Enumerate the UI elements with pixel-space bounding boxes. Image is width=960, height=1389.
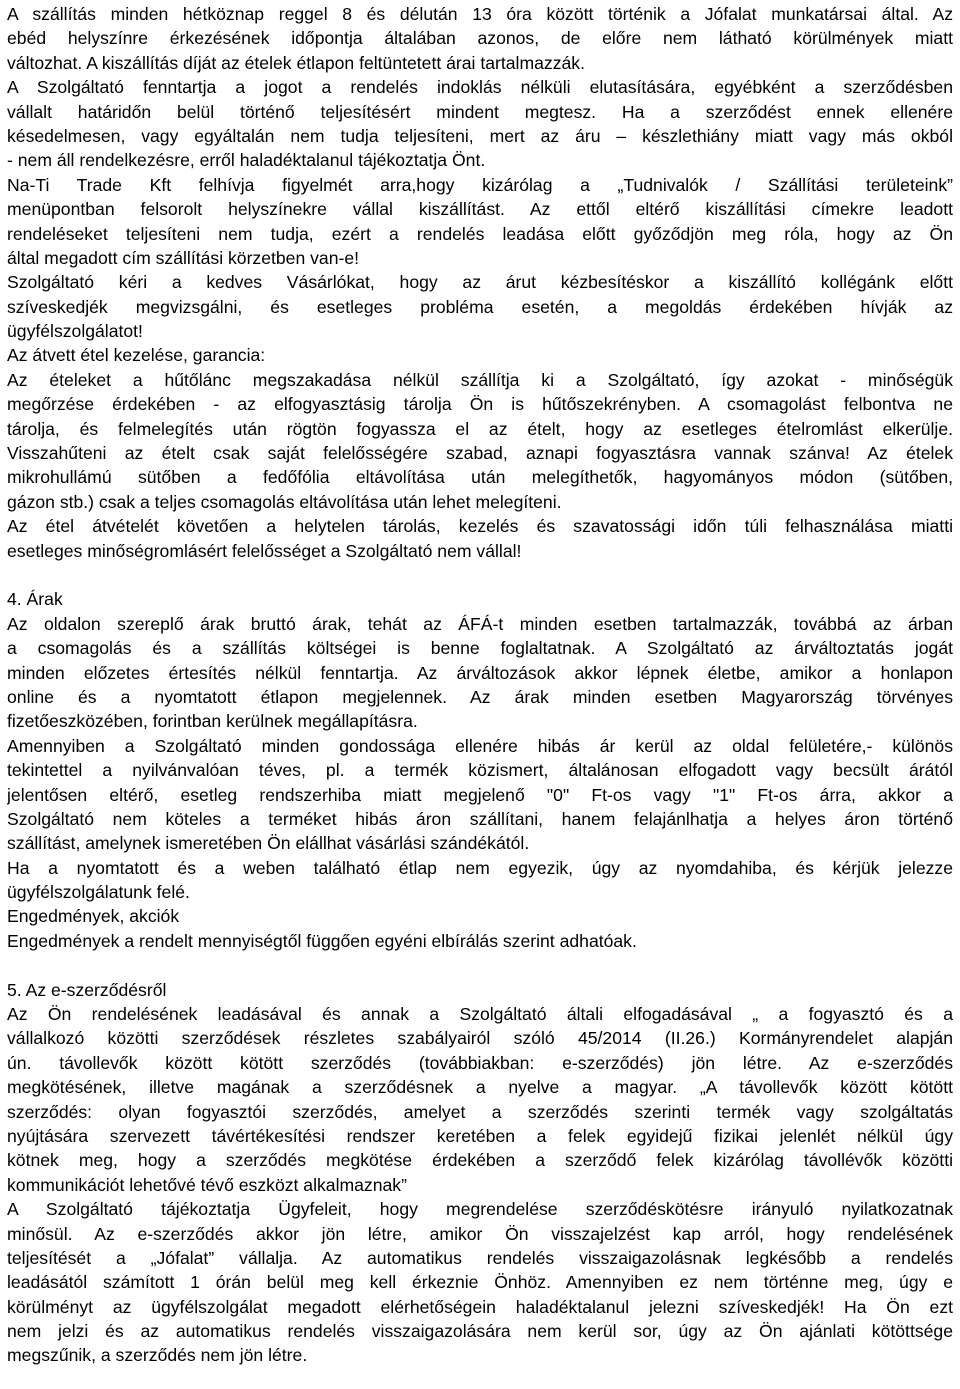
text-line: esetleges minőségromlásért felelősséget a Szolgáltató nem vállal! [7,540,522,561]
text-line: körülményt az ügyfélszolgálat megadott elérhetőségein haladéktalanul jelezni szíveskedjék! Ha Ön ezt [7,1296,953,1317]
text-line: A Szolgáltató tájékoztatja Ügyfeleit, hogy megrendelése szerződéskötésre irányuló nyilatkozatnak [7,1199,953,1220]
text-line: minden előzetes értesítés nélkül fenntartja. Az árváltozások akkor lépnek életbe, amikor a honlapon [7,662,953,683]
text-line: 5. Az e-szerződésről [7,979,167,1000]
text-line: tekintettel a nyilvánvalóan téves, pl. a termék közismert, általánosan elfogadott vagy becsült árától [7,760,953,781]
text-line: késedelmesen, vagy egyáltalán nem tudja teljesíteni, mert az áru – készlethiány miatt vagy más okból [7,125,953,146]
text-line: kötnek meg, hogy a szerződés megkötése érdekében a szerződő felek kizárólag távollévők közötti [7,1150,953,1171]
text-line: Az ételeket a hűtőlánc megszakadása nélkül szállítja ki a Szolgáltató, így azokat - minőségük [7,369,953,390]
text-line: a csomagolás és a szállítás költségei is benne foglaltatnak. A Szolgáltató az árváltoztatás jogát [7,638,953,659]
text-line: által megadott cím szállítási körzetben van-e! [7,247,360,268]
text-line: vállalkozó közötti szerződések részletes szabályairól szóló 45/2014 (II.26.) Kormányrendelet alapján [7,1028,953,1049]
text-line: nem jelzi és az automatikus rendelés visszaigazolására nem kerül sor, úgy az Ön ajánlati kötöttsége [7,1321,953,1342]
text-line: menüpontban felsorolt helyszínekre vállal kiszállítást. Az ettől eltérő kiszállítási címekre leadott [7,199,953,220]
text-line: Engedmények, akciók [7,906,180,927]
text-line: rendeléseket teljesíteni nem tudja, ezért a rendelés leadása előtt győződjön meg róla, hogy az Ön [7,223,953,244]
text-line: minősül. Az e-szerződés akkor jön létre, amikor Ön visszajelzést kap arról, hogy rendelésének [7,1223,953,1244]
text-line: A Szolgáltató fenntartja a jogot a rendelés indoklás nélküli elutasítására, egyébként a szerződésben [7,77,953,98]
text-line: Szolgáltató kéri a kedves Vásárlókat, hogy az árut kézbesítéskor a kiszállító kollégánk előtt [7,272,953,293]
document-body [7,2,953,1368]
text-line: ügyfélszolgálatot! [7,321,143,342]
text-line: megszűnik, a szerződés nem jön létre. [7,1345,308,1366]
text-line: online és a nyomtatott étlapon megjelennek. Az árak minden esetben Magyarország törvényes [7,686,953,707]
text-line: ügyfélszolgálatunk felé. [7,882,190,903]
text-line: változhat. A kiszállítás díját az ételek étlapon feltüntetett árai tartalmazzák. [7,52,585,73]
text-line: Az oldalon szereplő árak bruttó árak, tehát az ÁFÁ-t minden esetben tartalmazzák, továbbá az árban [7,613,953,634]
text-line: ún. távollevők között kötött szerződés (továbbiakban: e-szerződés) jön létre. Az e-szerződés [7,1052,953,1073]
text-line: Szolgáltató nem köteles a terméket hibás áron szállítani, hanem felajánlhatja a helyes áron történő [7,808,953,829]
text-line: gázon stb.) csak a teljes csomagolás eltávolítása után lehet melegíteni. [7,491,562,512]
text-line: teljesítését a „Jófalat” vállalja. Az automatikus rendelés visszaigazolásnak legkésőbb a rendelés [7,1247,953,1268]
text-line: leadásától számított 1 órán belül meg kell érkeznie Önhöz. Amennyiben ez nem történne meg, úgy e [7,1272,953,1293]
text-line [7,563,953,587]
text-line: Visszahűteni az ételt csak saját felelősségére szabad, aznapi fogyasztásra vannak szánva! Az ételek [7,443,953,464]
text-line: Ha a nyomtatott és a weben található étlap nem egyezik, úgy az nyomdahiba, és kérjük jelezze [7,857,953,878]
text-line: Az Ön rendelésének leadásával és annak a Szolgáltató általi elfogadásával „ a fogyasztó és a [7,1004,953,1025]
text-line: - nem áll rendelkezésre, erről haladéktalanul tájékoztatja Önt. [7,150,486,171]
text-line: megőrzése érdekében - az elfogyasztásig tárolja Ön is hűtőszekrényben. A csomagolást felbontva ne [7,394,953,415]
text-line [7,953,953,977]
text-line: szállítást, amelynek ismeretében Ön elállhat vásárlási szándékától. [7,833,530,854]
text-line: nyújtására szervezett távértékesítési rendszer keretében a felek egyidejű fizikai jelenlét nélkül úgy [7,1125,953,1146]
text-line: tárolja, és felmelegítés után rögtön fogyassza el az ételt, hogy az esetleges ételromlást elkerülje. [7,418,953,439]
text-line: kommunikációt lehetővé tévő eszközt alkalmaznak” [7,1174,407,1195]
text-line: 4. Árak [7,589,63,610]
text-line: A szállítás minden hétköznap reggel 8 és délután 13 óra között történik a Jófalat munkatársai által. Az [7,4,953,24]
text-line: Amennyiben a Szolgáltató minden gondossága ellenére hibás ár kerül az oldal felületére,- különös [7,735,953,756]
text-line: jelentősen eltérő, esetleg rendszerhiba miatt megjelenő "0" Ft-os vagy "1" Ft-os árra, akkor a [7,784,953,805]
text-line: szerződés: olyan fogyasztói szerződés, amelyet a szerződés szerinti termék vagy szolgáltatás [7,1101,953,1122]
text-line: vállalt határidőn belül történő teljesítésért mindent megtesz. Ha a szerződést ennek ellenére [7,101,953,122]
text-line: Na-Ti Trade Kft felhívja figyelmét arra,hogy kizárólag a „Tudnivalók / Szállítási területeink” [7,174,953,195]
text-line: Az átvett étel kezelése, garancia: [7,345,266,366]
text-line: ebéd helyszínre érkezésének időpontja általában azonos, de előre nem látható körülmények miatt [7,28,953,49]
text-line: Engedmények a rendelt mennyiségtől függően egyéni elbírálás szerint adhatóak. [7,930,637,951]
text-line: Az étel átvételét követően a helytelen tárolás, kezelés és szavatossági időn túli felhasználása miatti [7,516,953,537]
text-line: mikrohullámú sütőben a fedőfólia eltávolítása után melegíthetők, hagyományos módon (sütőben, [7,467,953,488]
text-line: fizetőeszközében, forintban kerülnek megállapításra. [7,711,418,732]
text-line: megkötésének, illetve magának a szerződésnek a nyelve a magyar. „A távollevők között kötött [7,1077,953,1098]
text-line: szíveskedjék megvizsgálni, és esetleges probléma esetén, a megoldás érdekében hívják az [7,296,953,317]
